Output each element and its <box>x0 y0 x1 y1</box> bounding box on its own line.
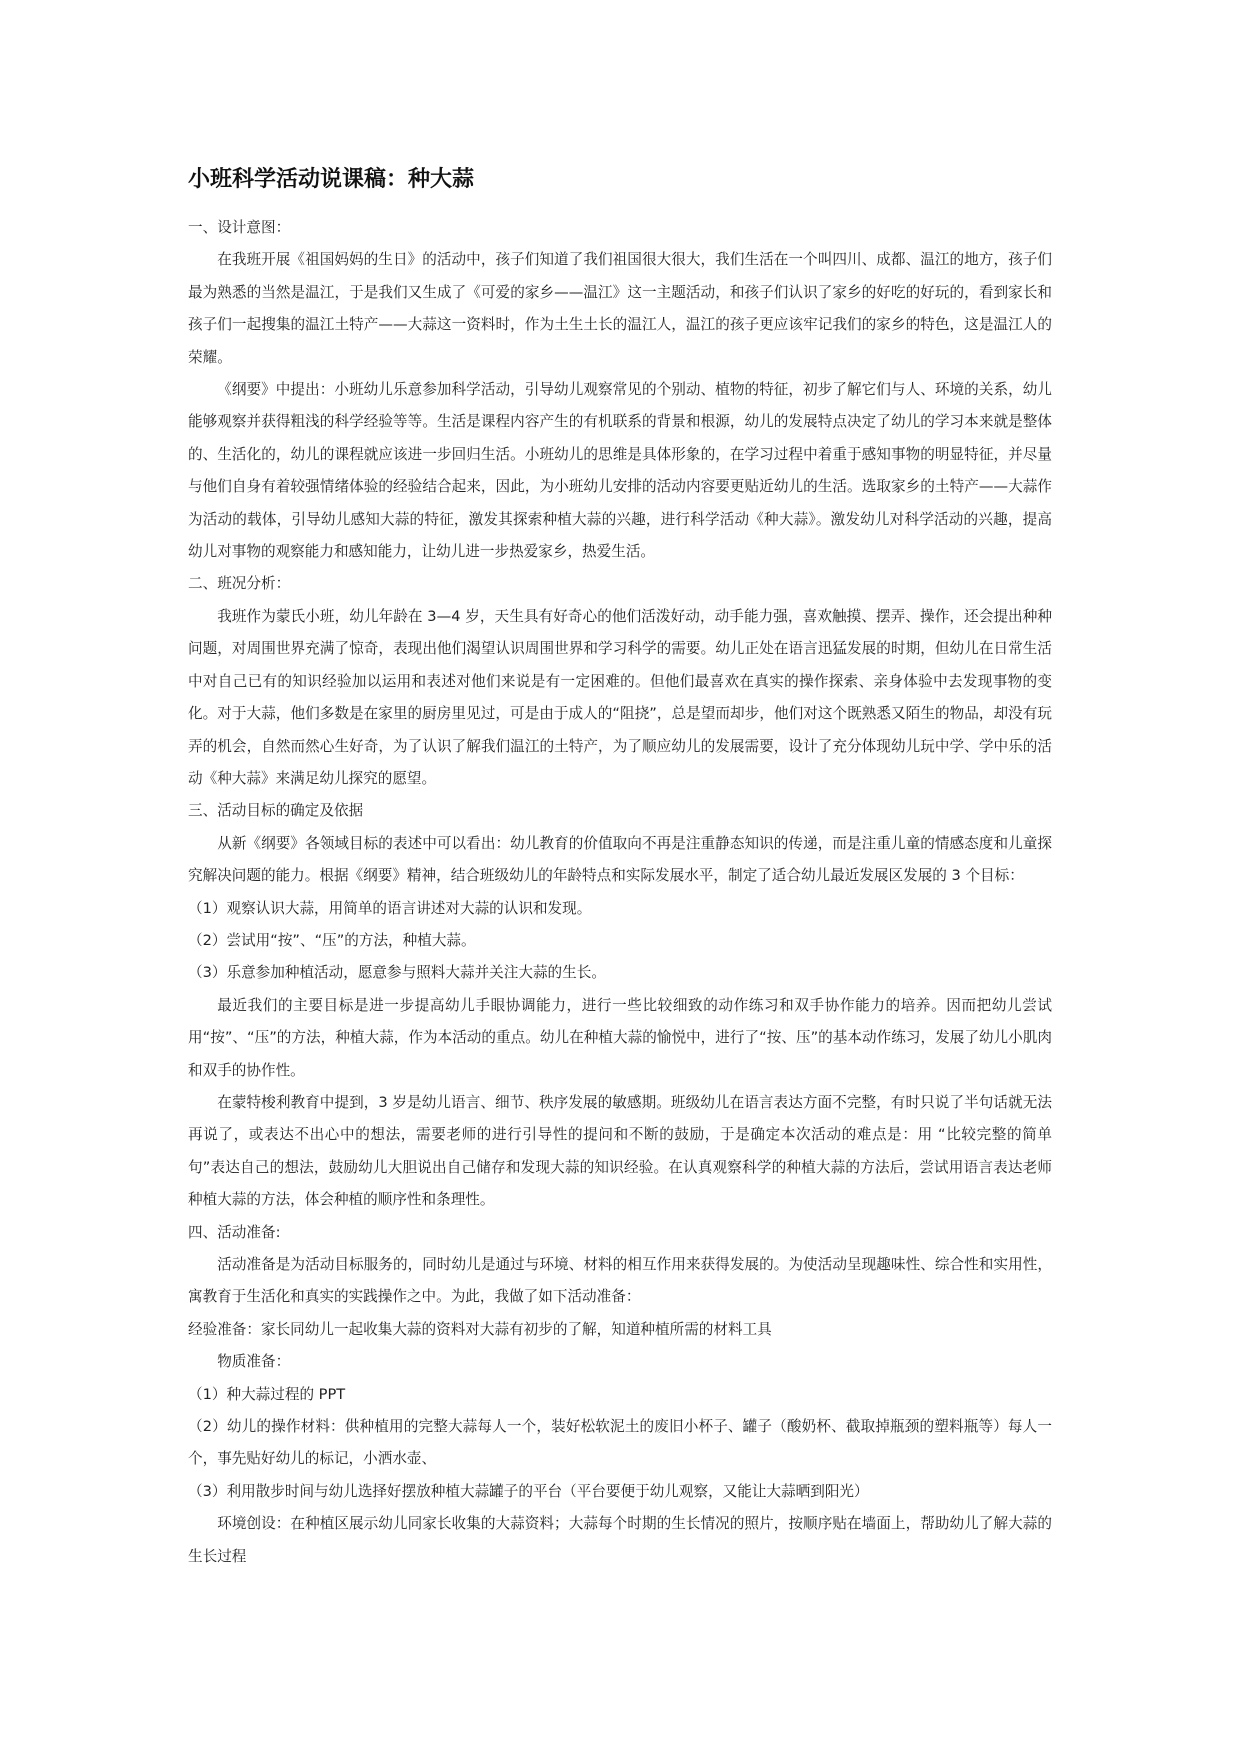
list-item: （3）乐意参加种植活动，愿意参与照料大蒜并关注大蒜的生长。 <box>188 964 606 982</box>
paragraph: 在我班开展《祖国妈妈的生日》的活动中，孩子们知道了我们祖国很大很大，我们生活在一个叫四川、成都、温江的地方，孩子们最为熟悉的当然是温江，于是我们又生成了《可爱的家乡——温江》这一主题活动，和孩子们认识了家乡的好吃的好玩的，看到家长和孩子们一起搜集的温江土特产——大蒜这一资料时，作为土生土长的温江人，温江的孩子更应该牢记我们的家乡的特色，这是温江人的荣耀。 <box>188 251 1052 366</box>
document-page <box>188 163 1052 1573</box>
paragraph: 从新《纲要》各领域目标的表述中可以看出：幼儿教育的价值取向不再是注重静态知识的传递，而是注重儿童的情感态度和儿童探究解决问题的能力。根据《纲要》精神，结合班级幼儿的年龄特点和实际发展水平，制定了适合幼儿最近发展区发展的 3 个目标： <box>188 834 1052 885</box>
list-item: （2）幼儿的操作材料：供种植用的完整大蒜每人一个，装好松软泥土的废旧小杯子、罐子（酸奶杯、截取掉瓶颈的塑料瓶等）每人一个，事先贴好幼儿的标记，小洒水壶、 <box>188 1418 1052 1468</box>
section-heading-objectives: 三、活动目标的确定及依据 <box>188 802 364 820</box>
section-heading-class-analysis: 二、班况分析： <box>188 575 291 593</box>
list-item: （2）尝试用“按”、“压”的方法，种植大蒜。 <box>188 931 476 949</box>
paragraph: 经验准备：家长同幼儿一起收集大蒜的资料对大蒜有初步的了解，知道种植所需的材料工具 <box>188 1320 772 1338</box>
list-item: （1）观察认识大蒜，用简单的语言讲述对大蒜的认识和发现。 <box>188 899 592 917</box>
list-item: （3）利用散步时间与幼儿选择好摆放种植大蒜罐子的平台（平台要便于幼儿观察，又能让大蒜晒到阳光） <box>188 1482 869 1500</box>
paragraph: 活动准备是为活动目标服务的，同时幼儿是通过与环境、材料的相互作用来获得发展的。为使活动呈现趣味性、综合性和实用性，寓教育于生活化和真实的实践操作之中。为此，我做了如下活动准备： <box>188 1256 1052 1306</box>
document-title: 小班科学活动说课稿：种大蒜 <box>188 167 475 192</box>
list-item: （1）种大蒜过程的 PPT <box>188 1385 346 1403</box>
paragraph: 《纲要》中提出：小班幼儿乐意参加科学活动，引导幼儿观察常见的个别动、植物的特征，初步了解它们与人、环境的关系，幼儿能够观察并获得粗浅的科学经验等等。生活是课程内容产生的有机联系的背景和根源，幼儿的发展特点决定了幼儿的学习本来就是整体的、生活化的，幼儿的课程就应该进一步回归生活。小班幼儿的思维是具体形象的，在学习过程中着重于感知事物的明显特征，并尽量与他们自身有着较强情绪体验的经验结合起来，因此，为小班幼儿安排的活动内容要更贴近幼儿的生活。选取家乡的土特产——大蒜作为活动的载体，引导幼儿感知大蒜的特征，激发其探索种植大蒜的兴趣，进行科学活动《种大蒜》。激发幼儿对科学活动的兴趣，提高幼儿对事物的观察能力和感知能力，让幼儿进一步热爱家乡，热爱生活。 <box>188 381 1052 561</box>
section-heading-preparation: 四、活动准备: <box>188 1223 281 1241</box>
paragraph: 我班作为蒙氏小班，幼儿年龄在 3—4 岁，天生具有好奇心的他们活泼好动，动手能力强，喜欢触摸、摆弄、操作，还会提出种种问题，对周围世界充满了惊奇，表现出他们渴望认识周围世界和学习科学的需要。幼儿正处在语言迅猛发展的时期，但幼儿在日常生活中对自己已有的知识经验加以运用和表述对他们来说是有一定困难的。但他们最喜欢在真实的操作探索、亲身体验中去发现事物的变化。对于大蒜，他们多数是在家里的厨房里见过，可是由于成人的“阻挠”，总是望而却步，他们对这个既熟悉又陌生的物品，却没有玩弄的机会，自然而然心生好奇，为了认识了解我们温江的土特产，为了顺应幼儿的发展需要，设计了充分体现幼儿玩中学、学中乐的活动《种大蒜》来满足幼儿探究的愿望。 <box>188 607 1052 787</box>
paragraph: 在蒙特梭利教育中提到，3 岁是幼儿语言、细节、秩序发展的敏感期。班级幼儿在语言表达方面不完整，有时只说了半句话就无法再说了，或表达不出心中的想法，需要老师的进行引导性的提问和不断的鼓励，于是确定本次活动的难点是：用 “比较完整的简单句”表达自己的想法，鼓励幼儿大胆说出自己储存和发现大蒜的知识经验。在认真观察科学的种植大蒜的方法后，尝试用语言表达老师种植大蒜的方法，体会种植的顺序性和条理性。 <box>188 1093 1052 1209</box>
paragraph: 环境创设：在种植区展示幼儿同家长收集的大蒜资料；大蒜每个时期的生长情况的照片，按顺序贴在墙面上，帮助幼儿了解大蒜的生长过程 <box>188 1515 1052 1565</box>
subheading-materials: 物质准备： <box>217 1353 291 1371</box>
section-heading-design-intent: 一、设计意图： <box>188 219 291 236</box>
paragraph: 最近我们的主要目标是进一步提高幼儿手眼协调能力，进行一些比较细致的动作练习和双手协作能力的培养。因而把幼儿尝试用“按”、“压”的方法，种植大蒜，作为本活动的重点。幼儿在种植大蒜的愉悦中，进行了“按、压”的基本动作练习，发展了幼儿小肌肉和双手的协作性。 <box>188 996 1052 1079</box>
